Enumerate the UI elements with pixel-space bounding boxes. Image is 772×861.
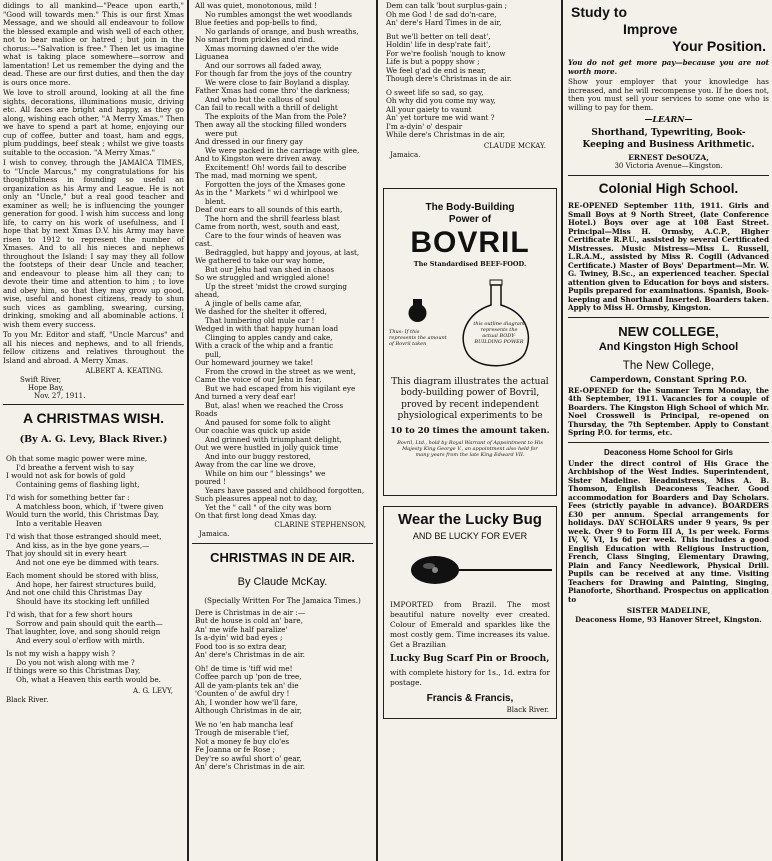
- poem-line: On that first long dead Xmas day.: [195, 512, 317, 520]
- column-1: [0, 0, 187, 861]
- diagram-caption: this outline diagram represents the actual BODY-BUILDING POWER: [473, 320, 525, 345]
- poem-line: Into a veritable Heaven: [16, 519, 102, 528]
- poem-line: Containing gems of flashing light,: [16, 480, 140, 489]
- poem-line: O sweet life so sad, so gay,: [386, 88, 484, 97]
- poem-note: (Specially Written For The Jamaica Times.): [204, 595, 361, 605]
- article-paragraph: To you Mr. Editor and staff, "Uncle Marcus" and all his nieces and nephews, and to all friends, fellow citizens and relatives throughout the Island and abroad. A Merry Xmas.: [3, 330, 184, 365]
- poem-line: Is a-dyin' wid bad eyes ;: [195, 634, 283, 642]
- poem-byline: (By A. G. Levy, Black River.): [19, 434, 168, 445]
- poem-place: Black River.: [6, 696, 49, 704]
- ad-title: Colonial High School.: [598, 181, 739, 196]
- ad-heading: Improve: [623, 21, 678, 37]
- divider: [192, 543, 373, 544]
- poem-line: Blue feeties and pop-bells to find,: [195, 19, 318, 27]
- poem-line: Oh that some magic power were mine,: [6, 455, 148, 463]
- poem-line: We gathered to take our way home,: [195, 257, 325, 265]
- scarf-pin-icon: [387, 546, 557, 596]
- poem-line: For though far from the joys of the country: [195, 70, 352, 78]
- poem-line: With a crack of the whip and a frantic: [195, 342, 334, 350]
- poem-line: ahead,: [195, 291, 220, 299]
- poem-line: And to Kingston were driven away.: [195, 155, 322, 163]
- ad-place: Camperdown, Constant Spring P.O.: [590, 373, 747, 384]
- poem-line: But we'll better on tell deat',: [386, 32, 491, 41]
- poem-line: Xmas morning dawned o'er the wide: [205, 44, 339, 53]
- divider: [568, 442, 769, 443]
- column-rule: [376, 0, 378, 861]
- ad-body: RE-OPENED for the Summer Term Monday, the 4th September, 1911. Vacancies for a couple of Boarders. The Kingston High School of which Mr. Noel Crosswell is Principal, re-opened on Thursday, the 7th September. Apply to Constant Spring P.O. for terms, etc.: [568, 385, 769, 437]
- poem-line: That joy should sit in every heart: [6, 550, 127, 558]
- poem-line: As in the " Markets " wi d whirlpool we: [195, 189, 338, 197]
- poem-line: From the crowd in the street as we went,: [205, 367, 356, 376]
- ad-heading: The Body-Building: [425, 201, 515, 213]
- poem-line: Yet the " call " of the city was born: [205, 503, 332, 512]
- column-3: [380, 0, 560, 861]
- poem-line: A jingle of bells came afar,: [205, 299, 302, 308]
- poem-line: We were packed in the carriage with glee,: [205, 146, 360, 155]
- poem-line: That lumbering old mule car !: [205, 316, 315, 325]
- poem-line: While dere's Christmas in de air,: [386, 131, 506, 139]
- poem-line: Deaf our ears to all sounds of this earth,: [195, 206, 343, 214]
- poem-line: And into our buggy restored,: [205, 452, 311, 461]
- poem-line: 'Counten o' de awful dry !: [195, 690, 290, 698]
- poem-line: I'd wish that those estranged should meet,: [6, 533, 162, 541]
- poem-line: Can fail to recall with a thrill of delight: [195, 104, 338, 112]
- poem-place: Jamaica.: [199, 529, 230, 538]
- poem-title: A CHRISTMAS WISH.: [22, 410, 165, 426]
- poem-line: pull,: [205, 350, 222, 359]
- poem-line: Wedged in with that happy human load: [195, 325, 339, 333]
- poem-line: Dere is Christmas in de air :—: [195, 608, 306, 617]
- poem-line: Oh, what a Heaven this earth would be.: [16, 675, 161, 684]
- article-paragraph: didings to all mankind—"Peace upon earth," "Good will towards men." This is our first Xmas Message, and we should all endeavour to follow the blessed example and wish well of each other, not to bear malice or hatred ; but join in the chorus:—"Salvation is free." Then let us imagine what is taking place somewhere—sorrow and lamentation! Let us remember the dying and the dead. These are our first duties, and then the day is ours once more.: [3, 1, 184, 87]
- poem-line: Came the voice of our Jehu in fear,: [195, 376, 322, 384]
- poem-line: An' dere's Christmas in de air.: [195, 763, 305, 771]
- poem-line: We were close to fair Boyland a display.: [205, 78, 350, 87]
- poem-line: poured !: [195, 478, 227, 486]
- ad-body: Show your employer that your knowledge has increased, and he will recompense you. If he does not, then you must sell your services to some one who is willing to pay for them.: [568, 77, 769, 112]
- poem-line: The horn and the shrill fearless blast: [205, 214, 340, 223]
- poem-body: [189, 609, 376, 772]
- poem-line: Liguanea: [195, 53, 229, 61]
- poem-line: Years have passed and childhood forgotten,: [205, 486, 365, 495]
- poem-line: Bedraggled, but happy and joyous, at last,: [205, 248, 360, 257]
- poem-line: Oh why did you come my way,: [386, 97, 496, 105]
- ad-fineprint: Bovril, Ltd., hold by Royal Warrant of Appointment to His Majesty King George V., an appointment also held for many years from the late King Edward VII.: [397, 439, 543, 458]
- poem-line: And every soul o'erflow with mirth.: [16, 636, 145, 645]
- poem-line: And dressed in our finery gay: [195, 138, 303, 146]
- divider: [3, 404, 184, 405]
- poem-line: Roads: [195, 410, 218, 418]
- poem-line: Our homeward journey we take!: [195, 359, 314, 367]
- poem-line: But we had escaped from his vigilant eye: [205, 384, 356, 393]
- poem-line: And who but the callous of soul: [205, 95, 320, 104]
- poem-continued: [380, 2, 560, 140]
- poem-line: I'd wish for something better far :: [6, 494, 130, 502]
- poem-line: And kiss, as in the bye gone years,—: [16, 541, 150, 550]
- poem-author: CLAUDE MCKAY.: [483, 141, 546, 150]
- poem-line: And turned a very deaf ear!: [195, 393, 297, 401]
- poem-line: But de house is cold an' bare,: [195, 617, 303, 625]
- poem-line: That laughter, love, and song should reign: [6, 628, 161, 636]
- poem-line: Away from the car line we drove,: [195, 461, 316, 469]
- ad-diagram: [387, 279, 553, 371]
- poem-line: The mad, mad morning we spent,: [195, 172, 318, 180]
- poem-line: Ah, I wonder how we'll fare,: [195, 698, 298, 707]
- divider: [568, 175, 769, 176]
- poem-line: Our coachie was quick up aside: [195, 427, 311, 435]
- poem-line: But our Jehu had van shed in chaos: [205, 265, 335, 274]
- poem-line: Food too is so extra dear,: [195, 642, 287, 651]
- poem-line: Each moment should be stored with bliss,: [6, 572, 159, 580]
- poem-line: cast.: [195, 240, 213, 248]
- dateline: Hope Bay,: [28, 384, 64, 392]
- diagram-caption: Thus: If this represents the amount of Bovril taken: [389, 328, 447, 347]
- poem-line: All was quiet, monotonous, mild !: [195, 2, 318, 10]
- poem-line: And our sorrows all faded away,: [205, 61, 322, 70]
- poem-line: An' dere's Christmas in de air.: [195, 651, 305, 659]
- ad-title: And Kingston High School: [598, 340, 739, 353]
- ad-subjects: Shorthand, Typewriting, Book-Keeping and Business Arithmetic.: [582, 128, 755, 150]
- poem-continued: [189, 2, 376, 521]
- poem-line: Fe Joanna or fe Rose ;: [195, 746, 276, 754]
- poem-line: Life is but a poppy show ;: [386, 58, 480, 66]
- ad-subtitle: The New College,: [622, 359, 715, 372]
- poem-title: CHRISTMAS IN DE AIR.: [210, 549, 355, 565]
- poem-line: Oh me God ! de sad do'n-care,: [386, 10, 497, 19]
- poem-line: Do you not wish along with me ?: [16, 658, 135, 667]
- poem-line: Should have its stocking left unfilled: [16, 597, 150, 606]
- ad-italic: You do not get more pay—because you are not worth more.: [568, 58, 769, 76]
- poem-line: We feel g'ad de end is near,: [386, 66, 487, 75]
- poem-line: And paused for some folk to alight: [205, 418, 331, 427]
- ad-name: ERNEST DeSOUZA,: [628, 153, 709, 162]
- poem-line: Coffee parch up 'pon de tree,: [195, 673, 302, 681]
- poem-line: Not a money fe buy clo'es: [195, 737, 290, 746]
- poem-line: blent.: [205, 197, 226, 206]
- poem-line: Then away all the stocking filled wonders: [195, 121, 347, 129]
- ad-learn: —LEARN—: [644, 114, 693, 124]
- poem-line: Is not my wish a happy wish ?: [6, 650, 116, 658]
- poem-line: Forgotten the joys of the Xmases gone: [205, 180, 346, 189]
- poem-place: Jamaica.: [390, 150, 421, 159]
- column-rule: [561, 0, 563, 861]
- poem-line: Trough de miserable t'ief,: [195, 729, 290, 737]
- poem-line: I'm a-dyin' o' despair: [386, 122, 463, 131]
- poem-line: Although Christmas in de air,: [195, 707, 302, 715]
- poem-line: An' me wife half paralize': [195, 625, 288, 634]
- ad-tagline: The Standardised BEEF-FOOD.: [413, 259, 527, 268]
- ad-body: Under the direct control of His Grace the Archbishop of the West Indies. Superintendent, Sister Madeline. Headmistress, Miss A. B. Thomson, English Deaconess Teacher. Good accommodation for Boarders and Day Scholars. Fees (strictly payable in advance). BOARDERS £30 per annum. Special arrangements for holidays. DAY SCHOLARS under 9 years, 9s per week. Over 9 to Form III A, 1s per week. Forms IV, V, VI, 1s 6d per week. This includes a good English Education with Religious Instruction, French, Class Singing, Elementary Drawing, Plain and Fancy Needlework, Physical Drill. Pupils can be received at any time. Visiting Teachers for Drawing and Painting, Singing, Pianoforte, Shorthand. Prospectus on application to: [568, 458, 769, 604]
- poem-line: Would turn the world, this Christmas Day,: [6, 511, 160, 519]
- poem-line: An' dere's Hard Times in de air,: [386, 19, 502, 27]
- poem-line: Out we were hustled in jolly quick time: [195, 444, 339, 452]
- poem-line: We dashed for the shelter it offered,: [195, 308, 327, 316]
- ad-heading: Your Position.: [672, 38, 766, 54]
- poem-line: The exploits of the Man from the Pole?: [205, 112, 347, 121]
- poem-line: Excitement! Oh! words fail to describe: [205, 163, 347, 172]
- poem-line: But, alas! when we reached the Cross: [205, 401, 344, 410]
- poem-line: All your gaiety to vaunt: [386, 105, 472, 114]
- ad-body: This diagram illustrates the actual body-building power of Bovril, proved by recent independent physiological experiments to be: [391, 376, 549, 421]
- ad-product: Lucky Bug Scarf Pin or Brooch,: [390, 653, 550, 664]
- ad-title: NEW COLLEGE,: [618, 323, 719, 339]
- poem-line: While on him our " blessings" we: [205, 469, 326, 478]
- poem-line: And hope, her fairest structures build,: [16, 580, 157, 589]
- poem-line: Dem can talk 'bout surplus-gain ;: [386, 2, 508, 10]
- dateline: Nov. 27, 1911.: [34, 392, 86, 400]
- poem-byline: By Claude McKay.: [237, 575, 328, 588]
- poem-line: If things were so this Christmas Day,: [6, 667, 141, 675]
- author-signature: ALBERT A. KEATING.: [85, 367, 163, 375]
- poem-line: We no 'en hab mancha leaf: [195, 720, 293, 729]
- ad-highlight: 10 to 20 times the amount taken.: [390, 425, 550, 436]
- poem-line: Holdin' life in desp'rate fait',: [386, 41, 491, 49]
- poem-line: Clinging to apples candy and cake,: [205, 333, 333, 342]
- article-paragraph: We love to stroll around, looking at all the fine sights, decorations, illuminations music, driving etc. All faces are bright and happy, as they go along, wishing each other, "A Merry Xmas." Then we have to spend a part at home, enjoying our cup of coffee, butter and toast, ham and eggs, plum puddings, beef steak ; whilst we give toasts suitable to the occasion. "A Merry Xmas.": [3, 88, 184, 157]
- poem-line: And grinned with triumphant delight,: [205, 435, 342, 444]
- lucky-bug-advertisement: [383, 506, 557, 719]
- poem-line: Came from north, west, south and east,: [195, 223, 340, 231]
- poem-line: No rumbles amongst the wet woodlands: [205, 10, 352, 19]
- poem-line: I'd breathe a fervent wish to say: [16, 463, 134, 472]
- poem-line: And not one eye be dimmed with tears.: [16, 558, 160, 567]
- poem-author: CLARINE STEPHENSON,: [274, 520, 366, 529]
- poem-line: were put: [205, 129, 238, 138]
- poem-line: I would not ask for bowls of gold: [6, 472, 126, 480]
- poem-line: Dey're so awful short o' gear,: [195, 754, 302, 763]
- ad-place: Black River.: [506, 705, 549, 714]
- poem-author: A. G. LEVY,: [132, 687, 173, 695]
- poem-line: For we're foolish 'nough to know: [386, 49, 506, 58]
- ad-body: with complete history for 1s., 1d. extra for postage.: [390, 667, 550, 687]
- ad-heading: Study to: [571, 4, 627, 20]
- poem-line: Father Xmas had come thro' the darkness;: [195, 87, 350, 95]
- ad-address: 30 Victoria Avenue—Kingston.: [614, 162, 723, 170]
- ad-seller: Francis & Francis,: [426, 692, 514, 704]
- ad-body: IMPORTED from Brazil. The most beautiful nature novelty ever created. Colour of Emerald and sparkles like the most costly gem. Time increases its value. Get a Brazilian: [390, 599, 550, 649]
- poem-line: So we struggled and wriggled alone!: [195, 274, 330, 282]
- ad-signature: SISTER MADELINE,: [626, 606, 711, 615]
- ad-title: Wear the Lucky Bug: [398, 510, 542, 528]
- poem-line: Up the street 'midst the crowd surging: [205, 282, 348, 291]
- poem-line: Care to the four winds of heaven was: [205, 231, 342, 240]
- dateline: Swift River,: [20, 376, 62, 384]
- poem-line: A matchless boon, which, if 'twere given: [16, 502, 164, 511]
- ad-title: Deaconess Home School for Girls: [604, 447, 733, 457]
- poem-line: No smart from prickles and rind.: [195, 36, 316, 44]
- poem-line: All de yam-plants tek an' die: [195, 681, 299, 690]
- ad-subtitle: AND BE LUCKY FOR EVER: [412, 530, 528, 541]
- article-paragraph: I wish to convey, through the JAMAICA TIMES, to "Uncle Marcus," my congratulations for his thoughtfulness in founding so useful an organization as his Army and League. He is not only an "Uncle," but a real good teacher and examiner as well; he is influencing the younger generation for good. I wish him success and long life, to carry on his work of usefulness, and I hope that by next Xmas D.V. his Army may have risen to 1912 to represent the number of Xmases. And to all his nieces and nephews throughout the Island: I say may they all follow the footsteps of their dear Uncle and teacher, and endeavour to please him all they can; to devote their time and attention to him ; to love and obey him, so that they may grow up good, wise, useful and honest citizens, ready to shun such vices as gambling, swearing, cursing, drinking, smoking and all abominable actions. I wish them every success.: [3, 158, 184, 329]
- poem-line: No garlands of orange, and bush wreaths,: [205, 27, 359, 36]
- poem-line: Though dere's Christmas in de air.: [386, 75, 512, 83]
- bovril-brand: BOVRIL: [410, 225, 530, 259]
- ad-address: Deaconess Home, 93 Hanover Street, Kingston.: [575, 615, 762, 624]
- column-2: [189, 0, 376, 861]
- column-4: [565, 0, 772, 861]
- poem-line: And not one child this Christmas Day: [6, 589, 142, 597]
- poem-line: An' yet torture me wid want ?: [386, 114, 495, 122]
- poem-line: Oh! de time is 'tiff wid me!: [195, 664, 293, 673]
- bovril-advertisement: [383, 188, 557, 496]
- ad-heading: Power of: [448, 213, 492, 225]
- poem-line: Sorrow and pain should quit the earth—: [16, 619, 163, 628]
- ad-body: RE-OPENED September 11th, 1911. Girls and Small Boys at 9 North Street, (late Conference Hotel.) Boys over age at 108 East Street. Principal—Miss H. Ormsby, A.C.P., Higher Certificate R.P.U., assisted by several Certificated Mistresses. Music Mistress—Miss L. Russell, L.R.A.M., assisted by Miss R. Cogill (Advanced Certificate.) Master of Boys' Department—Mr. W. G. Twiney, B.Sc., an experienced teacher. Special attention given to Education for boys and sisters. Pupils prepared for examinations. Spanish, Book-keeping and Shorthand Inserted. Boarders taken. Apply to Miss H. Ormsby, Kingston.: [568, 201, 769, 312]
- divider: [568, 317, 769, 318]
- poem-line: I'd wish, that for a few short hours: [6, 611, 133, 619]
- poem-line: Such pleasures appeal not to day,: [195, 495, 318, 503]
- poem-body: [0, 455, 187, 684]
